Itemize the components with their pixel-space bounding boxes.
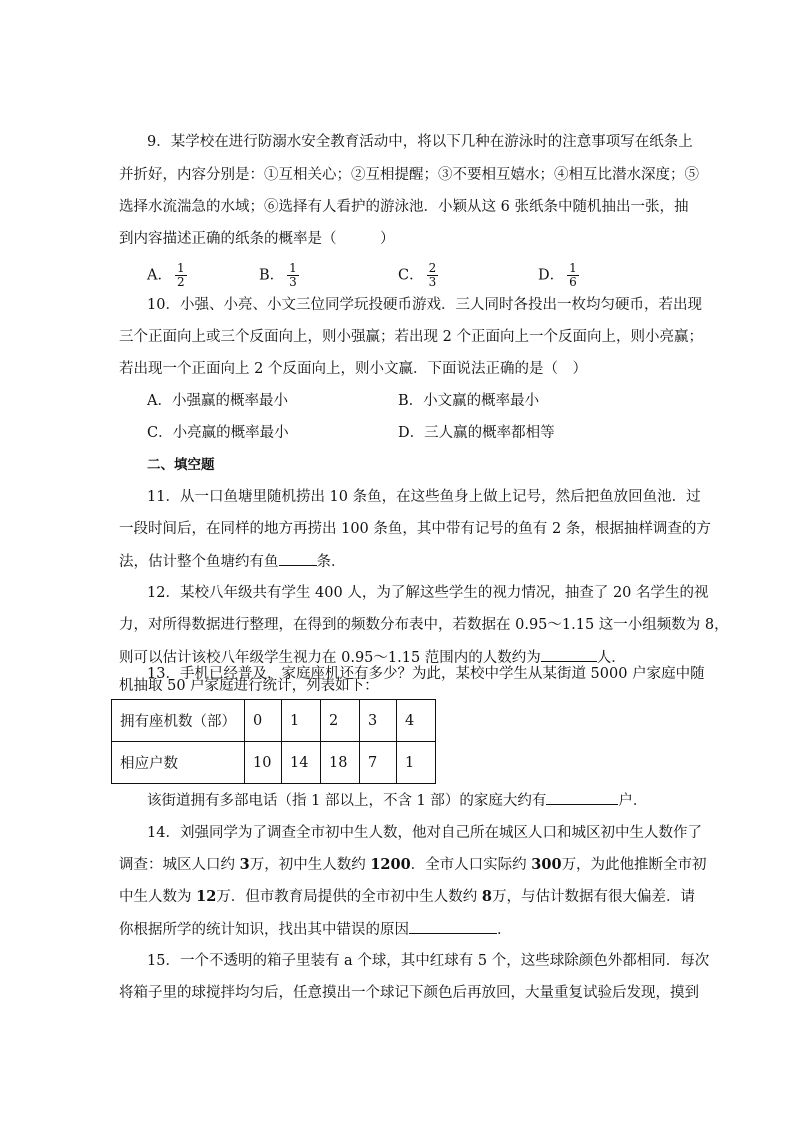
q13-line2: 机抽取 50 户家庭进行统计，列表如下：	[119, 678, 379, 694]
q14-line3: 中生人数为 12万．但市教育局提供的全市初中生人数约 8万，与估计数据有很大偏差．请	[119, 888, 695, 905]
answer-blank	[279, 551, 317, 566]
answer-blank	[409, 919, 497, 934]
fraction: $\frac{1}{2}$	[176, 261, 185, 289]
table-cell: 7	[360, 742, 397, 784]
q9-line4: 到内容描述正确的纸条的概率是（ ）	[119, 231, 395, 247]
answer-blank	[546, 790, 618, 805]
q12-line1: 12．某校八年级共有学生 400 人，为了解这些学生的视力情况，抽查了 20 名学生的视	[147, 585, 709, 601]
q9-line1: 9．某学校在进行防溺水安全教育活动中，将以下几种在游泳时的注意事项写在纸条上	[147, 134, 693, 150]
section-title: 二、填空题	[147, 457, 215, 473]
q15-line1: 15．一个不透明的箱子里装有 a 个球，其中红球有 5 个，这些球除颜色外都相同．每次	[147, 953, 710, 969]
q10-line3: 若出现一个正面向上 2 个反面向上，则小文赢．下面说法正确的是（ ）	[119, 361, 587, 377]
q12-line2: 力，对所得数据进行整理，在得到的频数分布表中，若数据在 0.95～1.15 这一小组频数为 8，	[119, 617, 729, 633]
fraction: $\frac{1}{6}$	[569, 261, 577, 289]
table-cell: 1	[282, 700, 321, 742]
q12-line3: 则可以估计该校八年级学生视力在 0.95～1.15 范围内的人数约为 人．	[119, 647, 626, 668]
table-cell: 3	[360, 700, 397, 742]
table-cell: 4	[397, 700, 436, 742]
q11-line2: 一段时间后，在同样的地方再捞出 100 条鱼，其中带有记号的鱼有 2 条，根据抽样调查的方	[119, 521, 711, 537]
q9-line3: 选择水流湍急的水域；⑥选择有人看护的游泳池．小颖从这 6 张纸条中随机抽出一张，抽	[119, 199, 689, 215]
option-label: D．	[538, 267, 565, 284]
q11-line3: 法，估计整个鱼塘约有鱼 条．	[119, 551, 346, 572]
q10-option-b: B．小文赢的概率最小	[398, 393, 540, 409]
q9-line2: 并折好，内容分别是：①互相关心；②互相提醒；③不要相互嬉水；④相互比潜水深度；⑤	[119, 167, 699, 183]
q14-line1: 14．刘强同学为了调查全市初中生人数，他对自己所在城区人口和城区初中生人数作了	[147, 825, 702, 841]
q9-option-b	[259, 262, 299, 289]
fraction: $\frac{2}{3}$	[428, 261, 437, 289]
answer-blank	[541, 647, 597, 662]
table-row-header: 拥有座机数（部）	[112, 700, 245, 742]
table-cell: 10	[245, 742, 282, 784]
option-label: A．	[147, 267, 172, 284]
table-row	[112, 700, 436, 742]
table-cell: 2	[321, 700, 360, 742]
q9-option-c	[398, 262, 438, 289]
fraction: $\frac{1}{3}$	[289, 261, 297, 289]
table-cell: 1	[397, 742, 436, 784]
data-table	[111, 699, 436, 784]
q13-line1: 13．手机已经普及，家庭座机还有多少？为此，某校中学生从某街道 5000 户家庭中随	[147, 666, 705, 682]
q10-line2: 三个正面向上或三个反面向上，则小强赢；若出现 2 个正面向上一个反面向上，则小亮赢；	[119, 329, 703, 345]
q11-line1: 11．从一口鱼塘里随机捞出 10 条鱼，在这些鱼身上做上记号，然后把鱼放回鱼池．过	[147, 489, 701, 505]
q10-option-c: C．小亮赢的概率最小	[147, 425, 289, 441]
q9-option-d	[538, 262, 579, 289]
option-label: B．	[259, 267, 285, 284]
q9-option-a	[147, 262, 187, 289]
q10-option-a: A．小强赢的概率最小	[147, 393, 288, 409]
q15-line2: 将箱子里的球搅拌均匀后，任意摸出一个球记下颜色后再放回，大量重复试验后发现，摸到	[119, 985, 699, 1001]
table-cell: 18	[321, 742, 360, 784]
q10-option-d: D．三人赢的概率都相等	[398, 425, 555, 441]
q10-line1: 10．小强、小亮、小文三位同学玩投硬币游戏．三人同时各投出一枚均匀硬币，若出现	[147, 297, 702, 313]
q14-line4: 你根据所学的统计知识，找出其中错误的原因 ．	[119, 919, 512, 940]
table-row	[112, 742, 436, 784]
table-cell: 0	[245, 700, 282, 742]
option-label: C．	[398, 267, 424, 284]
table-cell: 14	[282, 742, 321, 784]
q13-after: 该街道拥有多部电话（指 1 部以上，不含 1 部）的家庭大约有 户．	[147, 790, 647, 811]
table-row-header: 相应户数	[112, 742, 245, 784]
q14-line2: 调查：城区人口约 3万，初中生人数约 1200．全市人口实际约 300万，为此他推断全市初	[119, 856, 707, 873]
